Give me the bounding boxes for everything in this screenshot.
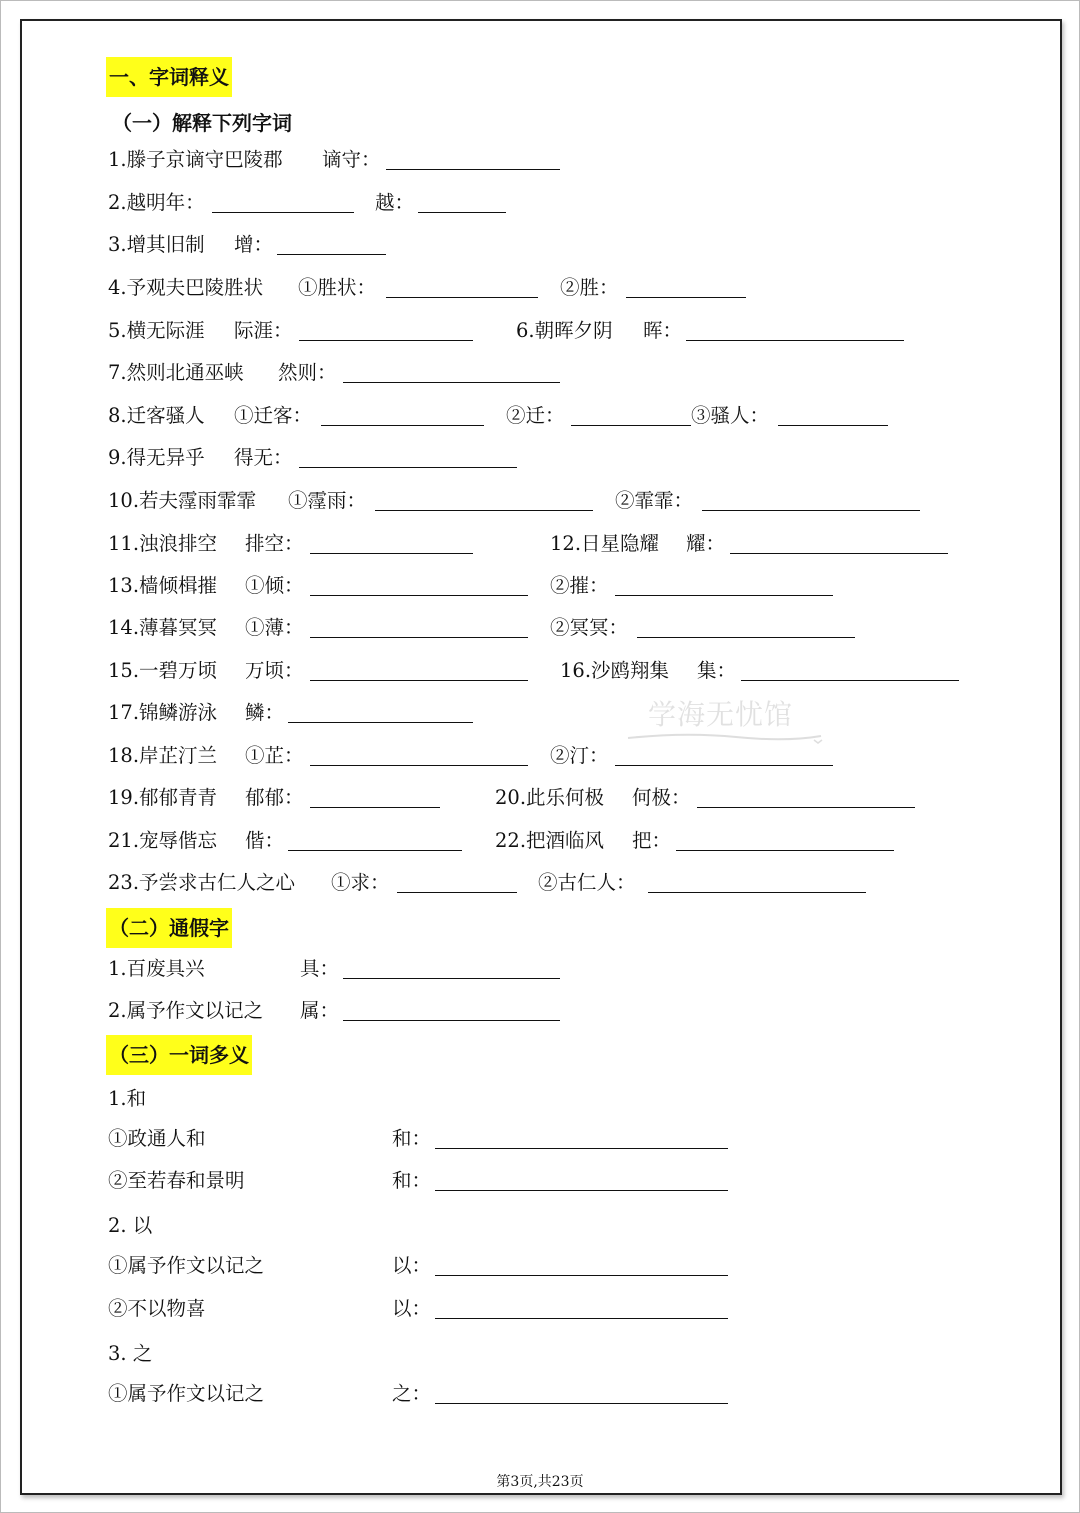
answer-blank[interactable]	[288, 850, 462, 851]
answer-label: ①倾：	[245, 574, 304, 597]
answer-label: 和：	[392, 1169, 432, 1192]
question-10: 10.若夫霪雨霏霏	[108, 489, 257, 512]
answer-blank[interactable]	[648, 892, 866, 893]
answer-blank[interactable]	[615, 595, 833, 596]
answer-label: 和：	[392, 1127, 432, 1150]
answer-blank[interactable]	[310, 765, 528, 766]
answer-blank[interactable]	[615, 765, 833, 766]
answer-label: 具：	[300, 957, 340, 980]
answer-blank[interactable]	[288, 722, 473, 723]
answer-label: ②古仁人：	[538, 871, 636, 894]
question-17: 17.锦鳞游泳	[108, 701, 218, 724]
question-15: 15.一碧万顷	[108, 659, 218, 682]
question-9: 9.得无异乎	[108, 446, 205, 469]
answer-label: 增：	[234, 233, 274, 256]
question-7: 7.然则北通巫峡	[108, 361, 244, 384]
answer-label: 郁郁：	[245, 786, 304, 809]
answer-blank[interactable]	[697, 807, 915, 808]
question-16: 16.沙鸥翔集	[560, 659, 670, 682]
answer-blank[interactable]	[435, 1190, 728, 1191]
answer-blank[interactable]	[310, 807, 440, 808]
page-footer: 第3页,共23页	[496, 1474, 584, 1490]
section-heading-1: 一、字词释义	[106, 57, 232, 97]
answer-blank[interactable]	[310, 680, 528, 681]
answer-label: ③骚人：	[691, 404, 770, 427]
question-s3: ①属予作文以记之	[108, 1382, 265, 1405]
answer-label: ①霪雨：	[288, 489, 367, 512]
answer-label: ①迁客：	[234, 404, 313, 427]
question-s2-1: 1.百废具兴	[108, 957, 205, 980]
answer-label: 然则：	[278, 361, 337, 384]
question-22: 22.把酒临风	[495, 829, 605, 852]
question-12: 12.日星隐耀	[550, 532, 660, 555]
question-s3: ①政通人和	[108, 1127, 206, 1150]
answer-blank[interactable]	[386, 169, 560, 170]
answer-blank[interactable]	[310, 637, 528, 638]
answer-blank[interactable]	[702, 510, 920, 511]
answer-label: ②摧：	[550, 574, 609, 597]
answer-label: 何极：	[632, 786, 691, 809]
answer-label: ①芷：	[245, 744, 304, 767]
question-20: 20.此乐何极	[495, 786, 605, 809]
section-heading-3: （三）一词多义	[106, 1035, 252, 1075]
answer-blank[interactable]	[686, 340, 904, 341]
question-s3: ②至若春和景明	[108, 1169, 245, 1192]
answer-label: 排空：	[245, 532, 304, 555]
question-11: 11.浊浪排空	[108, 532, 218, 555]
question-6: 6.朝晖夕阴	[516, 319, 613, 342]
question-1: 1.滕子京谪守巴陵郡	[108, 148, 283, 171]
answer-blank[interactable]	[778, 425, 888, 426]
watermark-swash	[626, 730, 826, 744]
answer-label: 把：	[632, 829, 672, 852]
question-8: 8.迁客骚人	[108, 404, 205, 427]
question-21: 21.宠辱偕忘	[108, 829, 218, 852]
answer-label: 之：	[392, 1382, 432, 1405]
answer-blank[interactable]	[343, 382, 560, 383]
answer-label: ②迁：	[506, 404, 565, 427]
answer-blank[interactable]	[299, 467, 517, 468]
answer-blank[interactable]	[435, 1148, 728, 1149]
answer-blank[interactable]	[637, 637, 855, 638]
answer-blank[interactable]	[435, 1403, 728, 1404]
answer-label: 晖：	[643, 319, 683, 342]
answer-blank[interactable]	[343, 1020, 560, 1021]
answer-label: 以：	[392, 1254, 432, 1277]
answer-label: 属：	[300, 999, 340, 1022]
answer-blank[interactable]	[397, 892, 517, 893]
question-2: 2.越明年：	[108, 191, 205, 214]
answer-blank[interactable]	[571, 425, 691, 426]
section-heading-2: （二）通假字	[106, 908, 232, 948]
answer-blank[interactable]	[386, 297, 538, 298]
question-18: 18.岸芷汀兰	[108, 744, 218, 767]
question-5: 5.横无际涯	[108, 319, 205, 342]
answer-blank[interactable]	[310, 595, 528, 596]
question-4: 4.予观夫巴陵胜状	[108, 276, 264, 299]
answer-blank[interactable]	[730, 553, 948, 554]
answer-label: ②冥冥：	[550, 616, 629, 639]
answer-blank[interactable]	[310, 553, 473, 554]
watermark: 学海无忧馆	[648, 698, 794, 731]
question-3: 3.增其旧制	[108, 233, 205, 256]
answer-blank[interactable]	[418, 212, 506, 213]
answer-blank[interactable]	[343, 978, 560, 979]
answer-label: ①薄：	[245, 616, 304, 639]
answer-blank[interactable]	[626, 297, 746, 298]
answer-label: ②霏霏：	[615, 489, 694, 512]
answer-label: 耀：	[686, 532, 726, 555]
word-group-1: 1.和	[108, 1087, 147, 1110]
word-group-2: 2. 以	[108, 1214, 153, 1237]
answer-label: 万顷：	[245, 659, 304, 682]
question-23: 23.予尝求古仁人之心	[108, 871, 296, 894]
question-s3: ②不以物喜	[108, 1297, 206, 1320]
answer-blank[interactable]	[435, 1275, 728, 1276]
answer-label: ①求：	[331, 871, 390, 894]
answer-blank[interactable]	[435, 1318, 728, 1319]
answer-label: 以：	[392, 1297, 432, 1320]
answer-blank[interactable]	[321, 425, 484, 426]
answer-label: ①胜状：	[298, 276, 377, 299]
answer-blank[interactable]	[741, 680, 959, 681]
answer-label: ②汀：	[550, 744, 609, 767]
answer-blank[interactable]	[277, 254, 386, 255]
subsection-heading-1: （一）解释下列字词	[112, 111, 292, 135]
answer-label: 际涯：	[234, 319, 293, 342]
answer-label: 偕：	[245, 829, 285, 852]
answer-label: 鳞：	[245, 701, 285, 724]
answer-label: 越：	[375, 191, 415, 214]
answer-blank[interactable]	[212, 212, 354, 213]
word-group-3: 3. 之	[108, 1342, 153, 1365]
answer-blank[interactable]	[375, 510, 593, 511]
answer-label: ②胜：	[560, 276, 619, 299]
question-14: 14.薄暮冥冥	[108, 616, 218, 639]
question-s2-2: 2.属予作文以记之	[108, 999, 264, 1022]
answer-blank[interactable]	[299, 340, 473, 341]
answer-blank[interactable]	[676, 850, 894, 851]
question-19: 19.郁郁青青	[108, 786, 218, 809]
answer-label: 得无：	[234, 446, 293, 469]
answer-label: 集：	[697, 659, 737, 682]
question-s3: ①属予作文以记之	[108, 1254, 265, 1277]
answer-label: 谪守：	[322, 148, 381, 171]
question-13: 13.樯倾楫摧	[108, 574, 218, 597]
